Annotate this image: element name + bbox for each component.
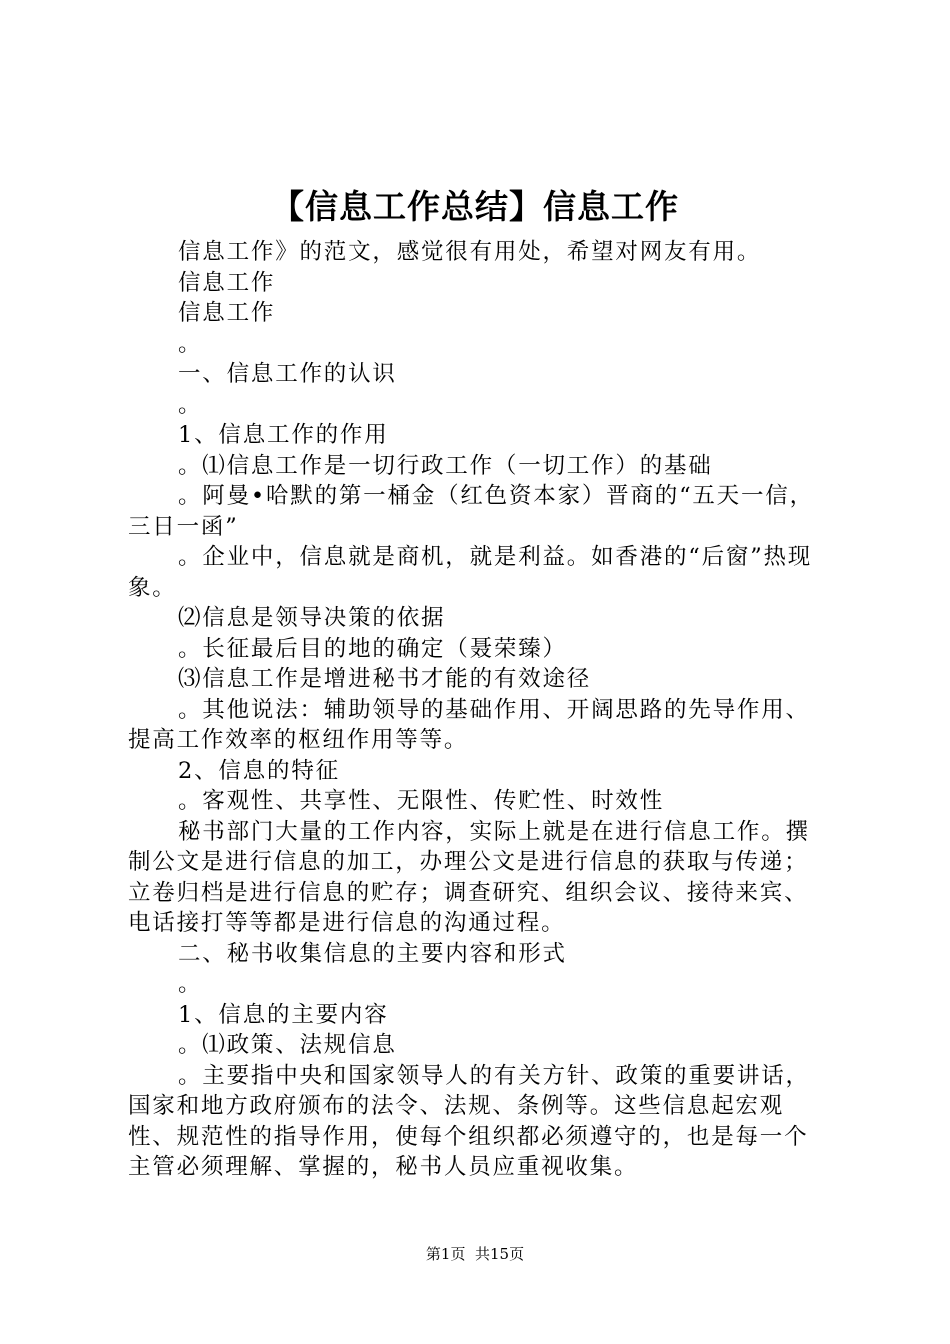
paragraph-1: 信息工作》的范文，感觉很有用处，希望对网友有用。 xyxy=(178,239,762,265)
section-heading-1: 一、信息工作的认识 xyxy=(178,361,397,387)
paragraph-22: 。主要指中央和国家领导人的有关方针、政策的重要讲话，国家和地方政府颁布的法令、法规、条例等。这些信息起宏观性、规范性的指导作用，使每个组织都必须遵守的，也是每一个主管必须理解、掌握的，秘书人员应重视收集。 xyxy=(128,1062,810,1180)
paragraph-6: 。 xyxy=(178,391,203,418)
subsection-heading-1-1: 1、信息工作的作用 xyxy=(178,422,389,448)
page-footer: 第1页 共15页 xyxy=(425,1245,525,1263)
paragraph-13: ⑶信息工作是增进秘书才能的有效途径 xyxy=(178,666,592,692)
paragraph-10: 。企业中，信息就是商机，就是利益。如香港的“后窗”热现象。 xyxy=(128,544,813,601)
section-heading-2: 二、秘书收集信息的主要内容和形式 xyxy=(178,940,567,967)
paragraph-4: 。 xyxy=(178,330,203,357)
paragraph-2: 信息工作 xyxy=(178,269,276,296)
paragraph-11: ⑵信息是领导决策的依据 xyxy=(178,605,446,631)
paragraph-21: 。⑴政策、法规信息 xyxy=(178,1032,397,1058)
subsection-heading-1-2: 2、信息的特征 xyxy=(178,757,340,784)
paragraph-19: 。 xyxy=(178,971,203,997)
subsection-heading-2-1: 1、信息的主要内容 xyxy=(178,1001,389,1028)
paragraph-12: 。长征最后目的地的确定（聂荣臻） xyxy=(178,635,567,662)
paragraph-14: 。其他说法：辅助领导的基础作用、开阔思路的先导作用、提高工作效率的枢纽作用等等。 xyxy=(128,696,810,753)
paragraph-17: 秘书部门大量的工作内容，实际上就是在进行信息工作。撰制公文是进行信息的加工，办理公文是进行信息的获取与传递；立卷归档是进行信息的贮存；调查研究、组织会议、接待来宾、电话接打等等都是进行信息的沟通过程。 xyxy=(128,818,810,936)
paragraph-8: 。⑴信息工作是一切行政工作（一切工作）的基础 xyxy=(178,452,713,479)
paragraph-3: 信息工作 xyxy=(178,300,276,326)
document-body xyxy=(128,237,828,1183)
document-title: 【信息工作总结】信息工作 xyxy=(271,187,679,226)
paragraph-16: 。客观性、共享性、无限性、传贮性、时效性 xyxy=(178,788,665,814)
paragraph-9: 。阿曼•哈默的第一桶金（红色资本家）晋商的“五天一信，三日一函” xyxy=(128,483,814,540)
